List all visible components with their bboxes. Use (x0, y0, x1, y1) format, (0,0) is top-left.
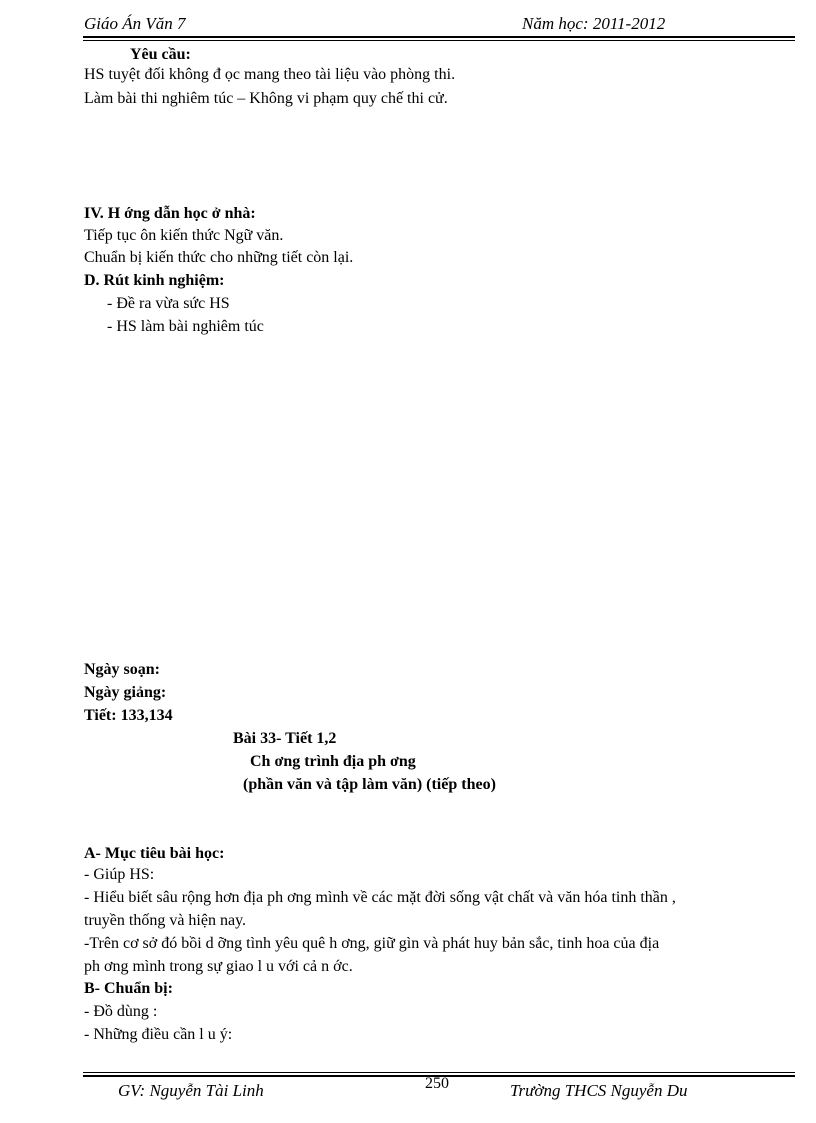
footer-teacher: GV: Nguyễn Tài Linh (118, 1081, 264, 1100)
requirement-line: HS tuyệt đối không đ ọc mang theo tài liệu vào phòng thi. (84, 66, 456, 83)
section-d-title: D. Rút kinh nghiệm: (84, 272, 225, 289)
section-b-line: - Đồ dùng : (84, 1003, 158, 1020)
section-a-line: -Trên cơ sở đó bồi d ỡng tình yêu quê h ơng, giữ gìn và phát huy bản sắc, tinh hoa của địa (84, 935, 660, 952)
lesson-subtitle-detail: (phần văn và tập làm văn) (tiếp theo) (243, 776, 496, 793)
requirement-line: Làm bài thi nghiêm túc – Không vi phạm quy chế thi cử. (84, 90, 448, 107)
prep-date-label: Ngày soạn: (84, 661, 161, 678)
footer-rule-thin (83, 1072, 795, 1073)
header-school-year: Năm học: 2011-2012 (522, 14, 666, 33)
section-iv-title: IV. H ớng dẫn học ở nhà: (84, 205, 256, 222)
lesson-subtitle: Ch ơng trình địa ph ơng (250, 753, 416, 770)
period-label: Tiết: 133,134 (84, 707, 173, 724)
section-b-title: B- Chuẩn bị: (84, 980, 173, 997)
section-a-line: ph ơng mình trong sự giao l u với cả n ớc. (84, 958, 353, 975)
requirement-title: Yêu cầu: (130, 46, 191, 63)
section-a-line: - Hiểu biết sâu rộng hơn địa ph ơng mình về các mặt đời sống vật chất và văn hóa tinh thần , (84, 889, 676, 906)
header-rule-thin (83, 40, 795, 41)
header-subject: Giáo Án Văn 7 (84, 14, 186, 33)
section-iv-line: Chuẩn bị kiến thức cho những tiết còn lại. (84, 249, 354, 266)
footer-school: Trường THCS Nguyễn Du (510, 1081, 688, 1100)
section-d-item: - HS làm bài nghiêm túc (107, 318, 264, 335)
section-a-line: - Giúp HS: (84, 866, 155, 883)
section-a-title: A- Mục tiêu bài học: (84, 845, 225, 862)
section-a-line: truyền thống và hiện nay. (84, 912, 247, 929)
lesson-title: Bài 33- Tiết 1,2 (233, 730, 337, 747)
header-rule-thick (83, 36, 795, 38)
section-iv-line: Tiếp tục ôn kiến thức Ngữ văn. (84, 227, 284, 244)
section-d-item: - Đề ra vừa sức HS (107, 295, 230, 312)
section-b-line: - Những điều cần l u ý: (84, 1026, 233, 1043)
page-number: 250 (425, 1075, 449, 1092)
teach-date-label: Ngày giảng: (84, 684, 167, 701)
